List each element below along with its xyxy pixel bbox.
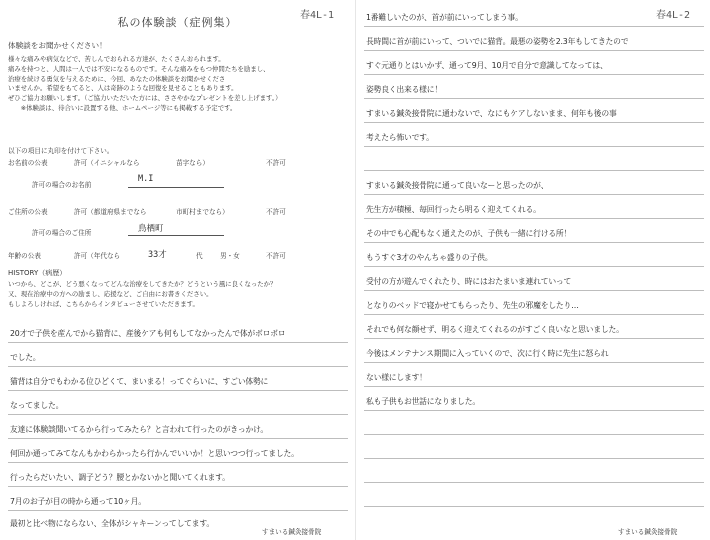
handwritten-line: その中でも心配もなく通えたのが、子供も一緒に行ける所！ xyxy=(366,229,572,238)
clinic-name: すまいる鍼灸接骨院 xyxy=(262,528,322,536)
handwritten-line: ない様にします！ xyxy=(366,373,427,382)
address-allow-city-option[interactable]: 市町村までなら） xyxy=(176,208,229,216)
name-disclosure-label: お名前の公表 xyxy=(8,159,48,167)
page-number: 春4L-2 xyxy=(656,10,691,21)
age-disclosure-row xyxy=(8,250,348,262)
age-generation-suffix: 代 xyxy=(196,252,203,260)
handwritten-line: それでも何な顔せず、明るく迎えてくれるのがすごく良いなと思いました。 xyxy=(366,325,624,334)
address-allow-prefecture-option[interactable]: 許可（都道府県までなら xyxy=(74,208,147,216)
name-deny-option[interactable]: 不許可 xyxy=(266,159,286,167)
address-filled-label: 許可の場合のご住所 xyxy=(32,229,92,237)
intro-line: 様々な痛みや病気などで、苦しんでおられる方達が、たくさんおられます。 xyxy=(8,55,225,63)
circle-instruction: 以下の項目に丸印を付けて下さい。 xyxy=(8,147,114,155)
handwritten-line: 今後はメンテナンス期間に入っていくので、次に行く時に先生に怒られ xyxy=(366,349,609,358)
name-filled-value: M.I xyxy=(138,174,154,184)
name-allow-initial-option[interactable]: 許可（イニシャルなら xyxy=(74,159,140,167)
address-filled-value: 鳥栖町 xyxy=(138,224,164,234)
intro-line: ぜひご協力お願いします。（ご協力いただいた方には、ささやかなプレゼントを差し上げます。） xyxy=(8,94,282,103)
handwritten-line: でした。 xyxy=(10,353,41,362)
name-filled-label: 許可の場合のお名前 xyxy=(32,181,92,189)
handwritten-line: 長時間に首が前にいって、ついでに猫背。最悪の姿勢を2.3年もしてきたので xyxy=(366,37,629,46)
history-instructions xyxy=(8,280,276,309)
handwritten-line: 受付の方が遊んでくれたり、時にはおたまいま連れていって xyxy=(366,277,572,286)
name-allow-surname-option[interactable]: 苗字なら） xyxy=(176,159,209,167)
handwritten-line: すまいる鍼灸接骨院に通わないで、なにもケアしないまま、何年も後の事 xyxy=(366,109,617,118)
handwritten-line: 1番難しいたのが、首が前にいってしまう事。 xyxy=(366,13,523,22)
address-deny-option[interactable]: 不許可 xyxy=(266,208,286,216)
intro-line: ※体験談は、待合いに設置する他、ホームページ等にも掲載する予定です。 xyxy=(8,103,237,112)
handwritten-line: となりのベッドで寝かせてもらったり、先生の邪魔をしたり… xyxy=(366,301,579,310)
intro-line: いませんか。希望をもてると、人は奇跡のような回復を見せることもあります。 xyxy=(8,84,238,93)
handwritten-line: 先生方が積極、毎回行ったら明るく迎えてくれる。 xyxy=(366,205,541,214)
intro-line: 治療を続ける勇気を与えるために、今回、あなたの体験談をお聞かせくださ xyxy=(8,74,226,83)
age-disclosure-label: 年齢の公表 xyxy=(8,252,41,260)
age-allow-generation-option[interactable]: 許可（年代なら xyxy=(74,252,121,260)
clinic-name: すまいる鍼灸接骨院 xyxy=(618,528,678,536)
handwritten-line: 行ったらだいたい、調子どう？腰とかないかと聞いてくれます。 xyxy=(10,473,230,482)
handwritten-line: 考えたら怖いです。 xyxy=(366,133,434,142)
handwritten-line: 私も子供もお世話になりました。 xyxy=(366,397,480,406)
intro-line: 痛みを持つと、人間は一人では不安になるものです。そんな痛みをもつ仲間たちを励まし、 xyxy=(8,64,270,73)
address-disclosure-label: ご住所の公表 xyxy=(8,208,48,216)
age-filled-value: 33才 xyxy=(148,250,167,260)
right-form-page xyxy=(355,0,710,540)
handwritten-line: 姿勢良く出来る様に！ xyxy=(366,85,442,94)
name-disclosure-row xyxy=(8,157,348,169)
sex-option[interactable]: 男・女 xyxy=(220,252,240,260)
history-line: もしよろしければ、こちらからインタビューさせていただきます。 xyxy=(8,299,199,308)
intro-text xyxy=(8,55,282,114)
handwritten-line: 猫背は自分でもわかる位ひどくて、まいまる！ってぐらいに、すごい体勢に xyxy=(10,377,269,386)
intro-heading: 体験談をお聞かせください！ xyxy=(8,41,107,50)
history-line: いつから、どこが、どう悪くなってどんな治療をしてきたか？どうという風に良くなったか？ xyxy=(8,280,277,288)
handwritten-line: もうすぐ3才のやんちゃ盛りの子供。 xyxy=(366,253,493,262)
history-line: 又、現在治療中の方への励まし、応援など、ご自由にお書きください。 xyxy=(8,289,213,298)
handwritten-line: 友達に体験談聞いてるから行ってみたら？と言われて行ったのがきっかけ。 xyxy=(10,425,268,434)
history-heading: HISTORY（病歴） xyxy=(8,269,67,277)
handwritten-line: 7月のお子が目の時から通って10ヶ月。 xyxy=(10,497,146,506)
age-deny-option[interactable]: 不許可 xyxy=(266,252,286,260)
page-number: 春4L-1 xyxy=(300,10,335,21)
handwritten-line: すぐ元通りとはいかず、通って9月、10月で自分で意識してなっては、 xyxy=(366,61,608,70)
form-title: 私の体験談（症例集） xyxy=(117,16,238,29)
address-disclosure-row xyxy=(8,206,348,218)
handwritten-line: 20才で子供を産んでから猫背に、産後ケアも何もしてなかったんで体がボロボロ xyxy=(10,329,286,338)
handwritten-line: すまいる鍼灸接骨院に通って良いなーと思ったのが、 xyxy=(366,181,549,190)
handwritten-line: 最初と比べ物にならない、全体がシャキーンってしてます。 xyxy=(10,519,214,528)
handwritten-line: 何回か通ってみてなんもかわらかったら行かんでいいか！と思いつつ行ってました。 xyxy=(10,449,299,458)
handwritten-line: なってました。 xyxy=(10,401,64,410)
